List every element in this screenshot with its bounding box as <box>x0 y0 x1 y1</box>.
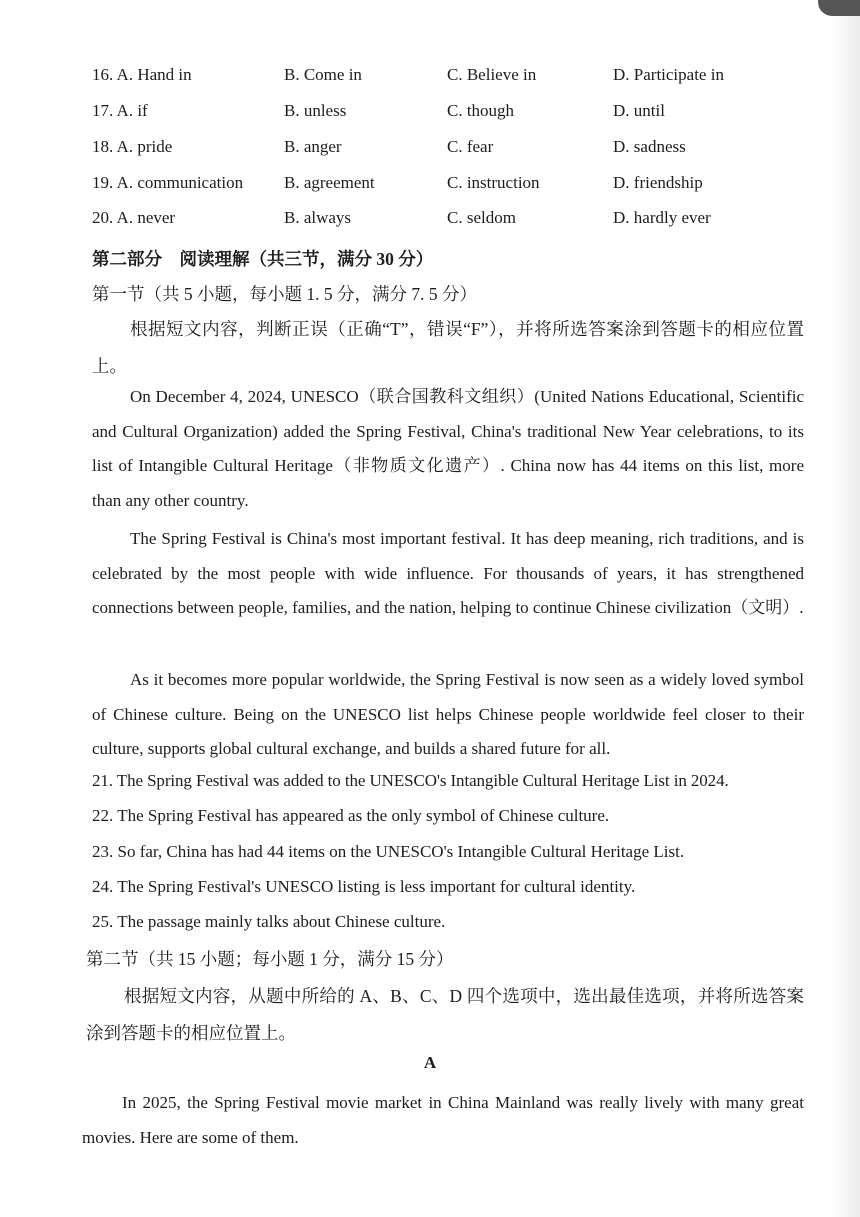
option-d: D. until <box>613 101 665 120</box>
option-b: B. always <box>284 208 352 227</box>
option-a: 19. A. communication <box>92 173 244 192</box>
option-c: C. though <box>447 101 515 120</box>
question-23: 23. So far, China has had 44 items on the UNESCO's Intangible Cultural Heritage List. <box>92 842 685 861</box>
option-a: 20. A. never <box>92 208 176 227</box>
option-c: C. instruction <box>447 173 540 192</box>
section2-instruction: 根据短文内容，从题中所给的 A、B、C、D 四个选项中，选出最佳选项，并将所选答案涂到答题卡的相应位置上。 <box>86 986 804 1043</box>
option-a: 16. A. Hand in <box>92 65 192 84</box>
option-d: D. Participate in <box>613 65 724 84</box>
section2-heading: 第二节（共 15 小题；每小题 1 分，满分 15 分） <box>86 949 454 969</box>
question-25: 25. The passage mainly talks about Chinese culture. <box>92 912 446 931</box>
option-row-19 <box>0 173 860 203</box>
passage-paragraph-1: On December 4, 2024, UNESCO（联合国教科文组织）(United Nations Educational, Scientific and Cultural Organization) added the Spring Festival, China's traditional New Year celebrations, to its list of Intangible Cultural Heritage（非物质文化遗产）. China now has 44 items on this list, more than any other country. <box>92 387 804 510</box>
option-c: C. Believe in <box>447 65 537 84</box>
question-21: 21. The Spring Festival was added to the UNESCO's Intangible Cultural Heritage List in 2024. <box>92 771 729 790</box>
question-22: 22. The Spring Festival has appeared as the only symbol of Chinese culture. <box>92 806 610 825</box>
option-a: 17. A. if <box>92 101 148 120</box>
passage-a-label: A <box>423 1053 437 1072</box>
option-d: D. friendship <box>613 173 703 192</box>
passage-paragraph-2: The Spring Festival is China's most important festival. It has deep meaning, rich traditions, and is celebrated by the most people with wide influence. For thousands of years, it has strengthened connections between people, families, and the nation, helping to continue Chinese civilization（文明）. <box>92 529 804 617</box>
option-b: B. Come in <box>284 65 362 84</box>
part2-heading: 第二部分 阅读理解（共三节，满分 30 分） <box>92 249 434 269</box>
question-24: 24. The Spring Festival's UNESCO listing is less important for cultural identity. <box>92 877 636 896</box>
scan-corner-mark <box>818 0 860 16</box>
option-row-16 <box>0 65 860 95</box>
option-row-17 <box>0 101 860 131</box>
option-c: C. seldom <box>447 208 516 227</box>
option-c: C. fear <box>447 137 494 156</box>
option-b: B. anger <box>284 137 342 156</box>
option-a: 18. A. pride <box>92 137 173 156</box>
option-b: B. unless <box>284 101 347 120</box>
section1-instruction: 根据短文内容，判断正误（正确“T”，错误“F”），并将所选答案涂到答题卡的相应位置上。 <box>92 319 804 376</box>
option-row-20 <box>0 208 860 238</box>
option-d: D. hardly ever <box>613 208 711 227</box>
option-d: D. sadness <box>613 137 686 156</box>
option-row-18 <box>0 137 860 167</box>
passage-paragraph-3: As it becomes more popular worldwide, the Spring Festival is now seen as a widely loved symbol of Chinese culture. Being on the UNESCO list helps Chinese people worldwide feel closer to their culture, supports global cultural exchange, and builds a shared future for all. <box>92 670 804 758</box>
passage-a-text: In 2025, the Spring Festival movie market in China Mainland was really lively with many great movies. Here are some of them. <box>82 1093 804 1147</box>
option-b: B. agreement <box>284 173 375 192</box>
section1-heading: 第一节（共 5 小题，每小题 1. 5 分，满分 7. 5 分） <box>92 284 477 304</box>
